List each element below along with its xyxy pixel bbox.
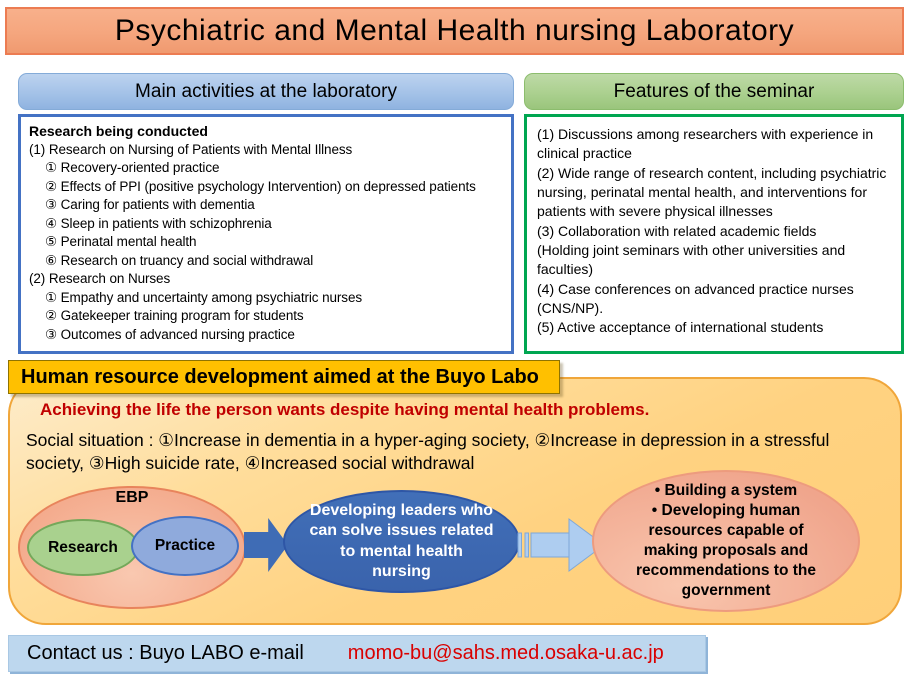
development-header: Human resource development aimed at the Buyo Labo [8, 360, 560, 394]
seminar-features-header: Features of the seminar [524, 73, 904, 110]
research-line: ② Effects of PPI (positive psychology Intervention) on depressed patients [45, 178, 476, 194]
outcomes-ellipse [592, 470, 860, 612]
practice-ellipse: Practice [131, 516, 239, 576]
research-box-title: Research being conducted [29, 123, 208, 139]
seminar-features-box [524, 114, 904, 354]
seminar-item: (4) Case conferences on advanced practice nurses (CNS/NP). [537, 280, 854, 316]
research-activities-box [18, 114, 514, 354]
seminar-item: (Holding joint seminars with other universities and faculties) [537, 241, 846, 278]
seminar-item: (3) Collaboration with related academic fields [537, 222, 817, 239]
contact-email[interactable]: momo-bu@sahs.med.osaka-u.ac.jp [347, 642, 664, 664]
outcome-item: • Building a system [654, 481, 798, 499]
contact-label: Contact us : Buyo LABO e-mail [27, 642, 304, 664]
research-line: (2) Research on Nurses [29, 271, 171, 287]
research-line: ③ Outcomes of advanced nursing practice [45, 326, 295, 342]
seminar-item: (1) Discussions among researchers with experience in clinical practice [537, 126, 874, 162]
social-situation-text: Social situation : ①Increase in dementia in a hyper-aging society, ②Increase in depression in a stressful society, ③High suicide rate, ④Increased social withdrawal [26, 430, 830, 473]
research-line: (1) Research on Nursing of Patients with Mental Illness [29, 141, 353, 157]
leaders-ellipse: Developing leaders who can solve issues related to mental health nursing [283, 490, 520, 593]
research-line: ⑥ Research on truancy and social withdrawal [45, 252, 314, 268]
page-title: Psychiatric and Mental Health nursing Laboratory [5, 7, 904, 55]
contact-bar [8, 635, 706, 672]
research-line: ④ Sleep in patients with schizophrenia [45, 215, 272, 231]
research-line: ② Gatekeeper training program for students [45, 308, 304, 324]
main-activities-header: Main activities at the laboratory [18, 73, 514, 110]
ebp-label: EBP [115, 489, 149, 506]
outcome-item: • Developing human resources capable of making proposals and recommendations to the government [636, 501, 816, 600]
research-ellipse: Research [27, 519, 139, 576]
research-line: ① Empathy and uncertainty among psychiatric nurses [45, 289, 363, 305]
research-line: ① Recovery-oriented practice [45, 160, 220, 176]
research-line: ③ Caring for patients with dementia [45, 197, 255, 213]
research-line: ⑤ Perinatal mental health [45, 234, 197, 250]
goal-text: Achieving the life the person wants despite having mental health problems. [40, 400, 650, 419]
seminar-item: (5) Active acceptance of international students [537, 319, 824, 336]
seminar-item: (2) Wide range of research content, including psychiatric nursing, perinatal mental health, and interventions for patients with severe physical illnesses [537, 164, 887, 220]
